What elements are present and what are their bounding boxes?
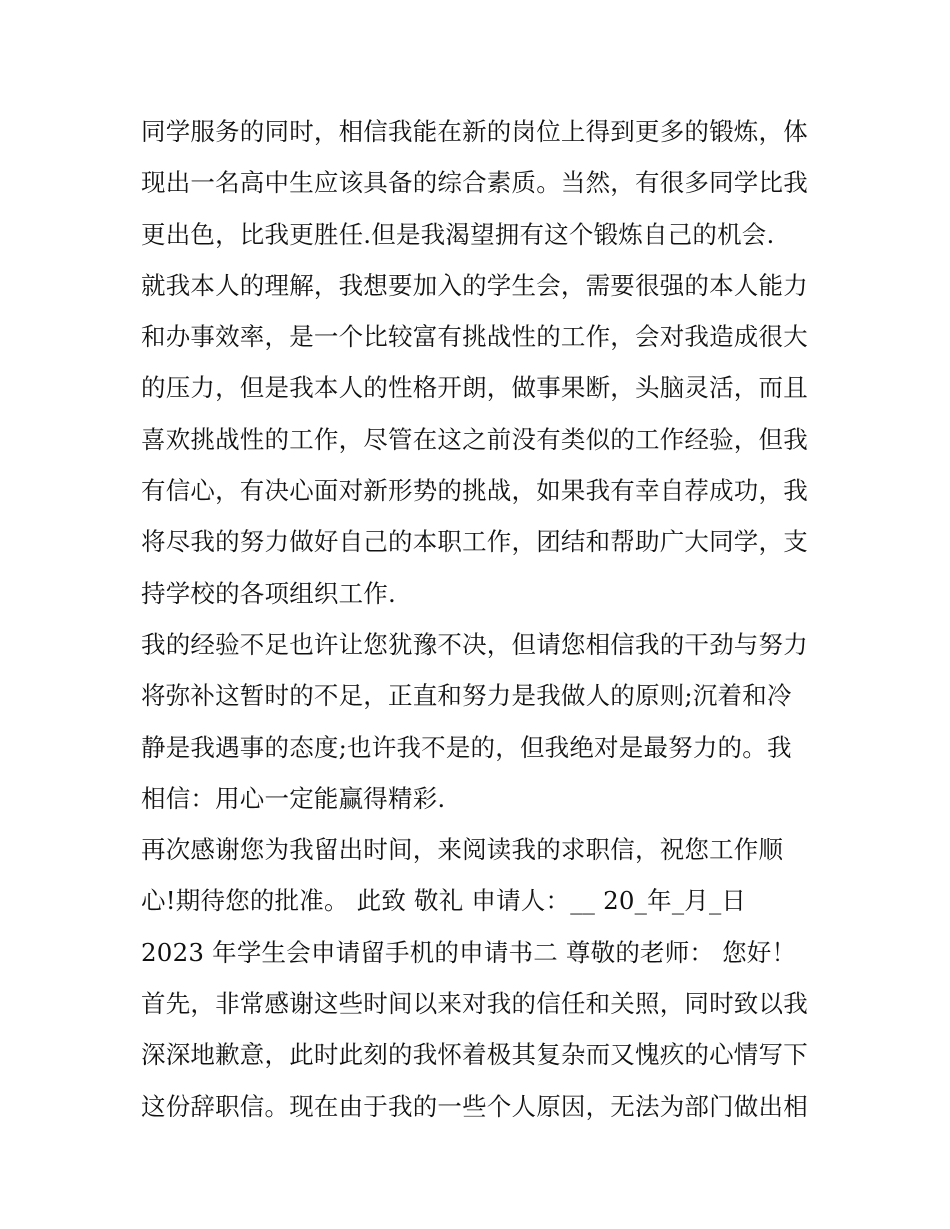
text-line: 和办事效率，是一个比较富有挑战性的工作，会对我造成很大 xyxy=(141,322,808,352)
text-line: 这份辞职信。现在由于我的一些个人原因，无法为部门做出相 xyxy=(141,1091,808,1121)
text-line: 再次感谢您为我留出时间，来阅读我的求职信，祝您工作顺 xyxy=(141,835,784,865)
text-line: 的压力，但是我本人的性格开朗，做事果断，头脑灵活，而且 xyxy=(141,373,808,403)
text-line: 首先，非常感谢这些时间以来对我的信任和关照，同时致以我 xyxy=(141,989,808,1019)
text-line: 将尽我的努力做好自己的本职工作，团结和帮助广大同学，支 xyxy=(141,527,808,557)
text-line: 现出一名高中生应该具备的综合素质。当然，有很多同学比我 xyxy=(141,168,808,198)
text-line: 深深地歉意，此时此刻的我怀着极其复杂而又愧疚的心情写下 xyxy=(141,1040,808,1070)
text-line: 相信：用心一定能赢得精彩. xyxy=(141,783,446,813)
text-line: 喜欢挑战性的工作，尽管在这之前没有类似的工作经验，但我 xyxy=(141,424,808,454)
text-line: 就我本人的理解，我想要加入的学生会，需要很强的本人能力 xyxy=(141,270,808,300)
body-text xyxy=(141,106,821,1132)
text-line: 有信心，有决心面对新形势的挑战，如果我有幸自荐成功，我 xyxy=(141,476,808,506)
text-line: 静是我遇事的态度;也许我不是的，但我绝对是最努力的。我 xyxy=(141,732,792,762)
text-line: 将弥补这暂时的不足，正直和努力是我做人的原则;沉着和冷 xyxy=(141,681,792,711)
text-line: 心!期待您的批准。 此致 敬礼 申请人：__ 20_年_月_日 xyxy=(141,886,747,916)
text-line: 我的经验不足也许让您犹豫不决，但请您相信我的干劲与努力 xyxy=(141,629,808,659)
text-line: 同学服务的同时，相信我能在新的岗位上得到更多的锻炼，体 xyxy=(141,117,808,146)
text-line: 2023 年学生会申请留手机的申请书二 尊敬的老师： 您好！ xyxy=(141,937,797,967)
text-line: 更出色，比我更胜任.但是我渴望拥有这个锻炼自己的机会. xyxy=(141,219,775,249)
text-line: 持学校的各项组织工作. xyxy=(141,578,396,608)
